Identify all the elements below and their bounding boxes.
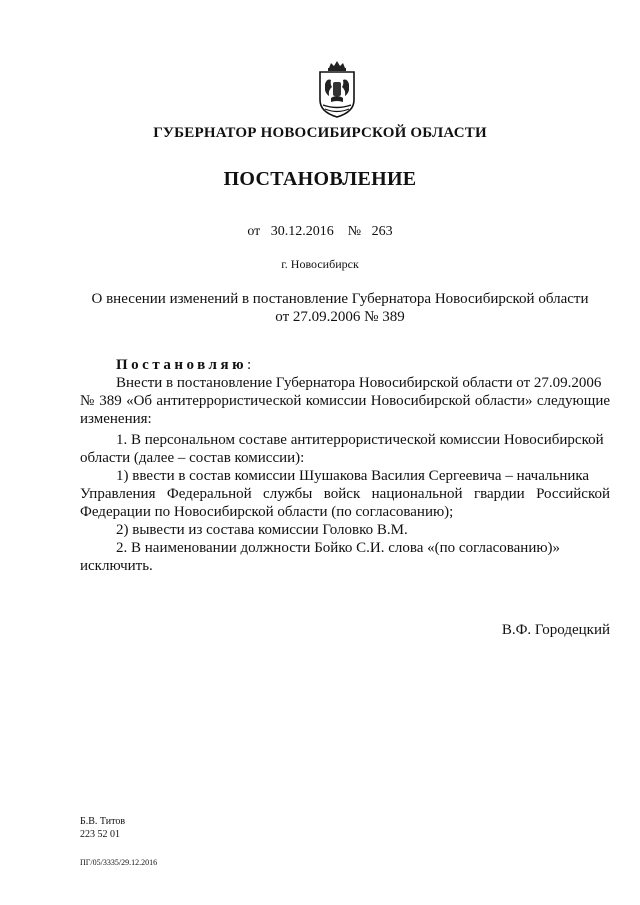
body-line: исключить. [80, 558, 153, 574]
subject-line-2: от 27.09.2006 № 389 [275, 309, 405, 325]
body-line: Федерации по Новосибирской области (по согласованию); [80, 504, 454, 520]
decree-word: Постановляю [116, 357, 248, 373]
decree-colon: : [247, 357, 252, 373]
body-line: Внести в постановление Губернатора Новосибирской области от 27.09.2006 [116, 375, 602, 391]
body-line: 1. В персональном составе антитеррористической комиссии Новосибирской [116, 432, 604, 448]
body-line: области (далее – состав комиссии): [80, 450, 305, 466]
number-label: № [347, 224, 362, 239]
body-line: 1) ввести в состав комиссии Шушакова Василия Сергеевича – начальника [116, 468, 590, 484]
body-line: изменения: [80, 411, 152, 427]
document-date: 30.12.2016 [270, 224, 334, 239]
body-line: 2) вывести из состава комиссии Головко В.М. [116, 522, 408, 538]
date-number-line [0, 224, 640, 240]
executor-phone: 223 52 01 [80, 829, 120, 840]
body-line: № 389 «Об антитеррористической комиссии Новосибирской области» следующие [80, 393, 610, 409]
city-line: г. Новосибирск [281, 257, 359, 271]
document-number: 263 [371, 224, 393, 239]
body-line: 2. В наименовании должности Бойко С.И. слова «(по согласованию)» [116, 540, 561, 556]
decree-line [116, 356, 251, 374]
body-line: Управления Федеральной службы войск национальной гвардии Российской [80, 486, 610, 502]
authority-title: ГУБЕРНАТОР НОВОСИБИРСКОЙ ОБЛАСТИ [153, 125, 487, 141]
executor-block [80, 815, 125, 841]
coat-of-arms-icon [317, 60, 357, 118]
document-code: ПГ/05/3335/29.12.2016 [80, 858, 158, 867]
signature: В.Ф. Городецкий [501, 622, 610, 638]
document-subject [60, 290, 620, 326]
subject-line-1: О внесении изменений в постановление Губернатора Новосибирской области [91, 291, 589, 307]
executor-name: Б.В. Титов [80, 816, 126, 827]
date-prefix: от [247, 224, 261, 239]
document-type-heading: ПОСТАНОВЛЕНИЕ [223, 168, 417, 190]
